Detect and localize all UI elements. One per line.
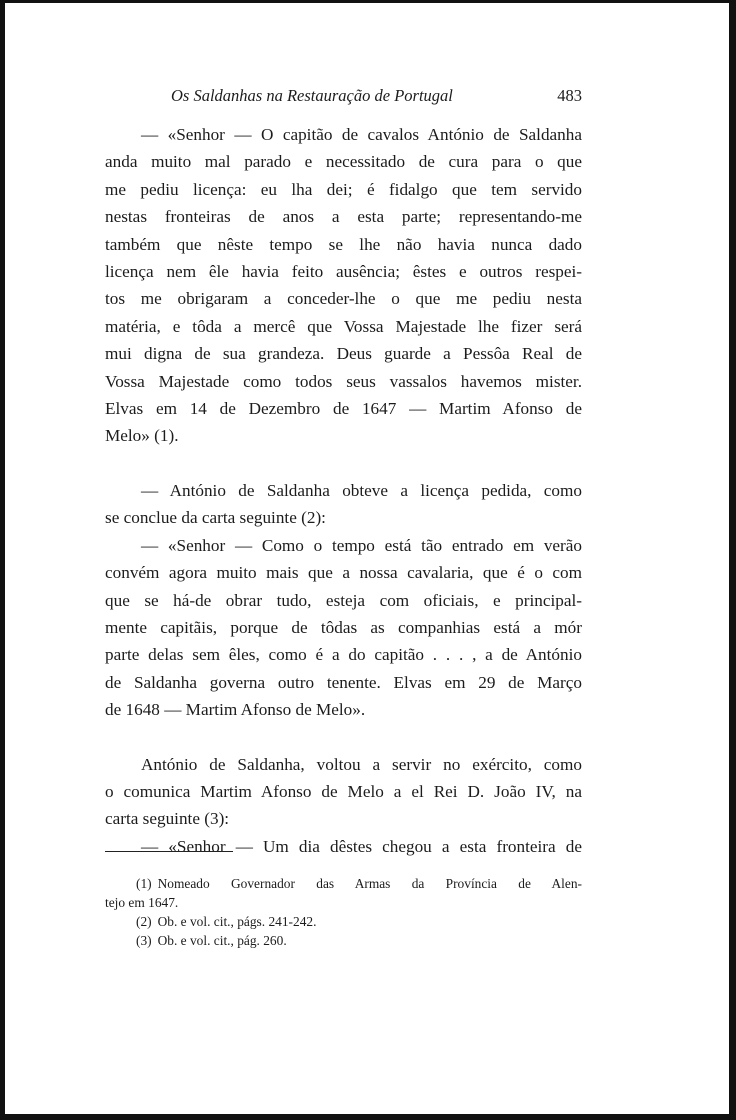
text-line: também que nêste tempo se lhe não havia nunca dado (105, 234, 582, 254)
paragraph-narrative-2 (105, 751, 582, 833)
text-line: licença nem êle havia feito ausência; êstes e outros respei- (105, 262, 582, 282)
footnote-text: Nomeado Governador das Armas da Província de Alen- (157, 876, 582, 891)
text-line: nestas fronteiras de anos a esta parte; representando-me (105, 207, 582, 227)
text-line: — António de Saldanha obteve a licença pedida, como (141, 480, 582, 500)
paragraph-letter-2 (105, 532, 582, 724)
text-line: — «Senhor — Como o tempo está tão entrado em verão (141, 535, 582, 555)
footnote-2 (105, 912, 582, 931)
book-page (105, 78, 582, 860)
footnote-marker: (2) (136, 914, 152, 929)
text-line: se conclue da carta seguinte (2): (105, 508, 326, 528)
running-title: Os Saldanhas na Restauração de Portugal (171, 86, 453, 105)
footnote-line (105, 931, 582, 950)
text-line: carta seguinte (3): (105, 809, 230, 829)
text-line: o comunica Martim Afonso de Melo a el Rei D. João IV, na (105, 781, 582, 801)
footnote-text: Ob. e vol. cit., pág. 260. (157, 933, 287, 948)
running-head (105, 78, 582, 108)
text-line: Elvas em 14 de Dezembro de 1647 — Martim Afonso de (105, 399, 582, 419)
paragraph-narrative-1 (105, 477, 582, 532)
text-line: mui digna de sua grandeza. Deus guarde a Pessôa Real de (105, 344, 582, 364)
body-text (105, 121, 582, 860)
text-line: de 1648 — Martim Afonso de Melo». (105, 700, 366, 720)
footnote-line (105, 912, 582, 931)
footnote-marker: (3) (136, 933, 152, 948)
footnote-line (105, 874, 582, 893)
text-line: tos me obrigaram a conceder-lhe o que me pediu nesta (105, 289, 582, 309)
text-line: mente capitãis, porque de tôdas as companhias está a mór (105, 617, 582, 637)
footnote-text: Ob. e vol. cit., págs. 241-242. (157, 914, 317, 929)
text-line: me pediu licença: eu lha dei; é fidalgo que tem servido (105, 179, 582, 199)
text-line: parte delas sem êles, como é a do capitão . . . , a de António (105, 645, 582, 665)
footnote-separator (105, 851, 233, 852)
text-line: de Saldanha governa outro tenente. Elvas em 29 de Março (105, 672, 582, 692)
text-line: Vossa Majestade como todos seus vassalos havemos mister. (105, 371, 582, 391)
paragraph-letter-3 (105, 833, 582, 860)
text-line: que se há-de obrar tudo, esteja com oficiais, e principal- (105, 590, 582, 610)
footnote-1 (105, 874, 582, 912)
footnotes (105, 874, 582, 950)
text-line: Melo» (1). (105, 426, 179, 446)
text-line: António de Saldanha, voltou a servir no exército, como (141, 754, 582, 774)
text-line: — «Senhor — O capitão de cavalos António de Saldanha (141, 125, 582, 144)
text-line: — «Senhor — Um dia dêstes chegou a esta fronteira de (141, 836, 582, 856)
footnote-line: tejo em 1647. (105, 895, 179, 910)
page-number: 483 (557, 86, 582, 105)
text-line: anda muito mal parado e necessitado de cura para o que (105, 152, 582, 172)
footnote-3 (105, 931, 582, 950)
text-line: convém agora muito mais que a nossa cavalaria, que é o com (105, 563, 582, 583)
footnote-marker: (1) (136, 876, 152, 891)
paragraph-letter-1 (105, 121, 582, 450)
text-line: matéria, e tôda a mercê que Vossa Majestade lhe fizer será (105, 316, 582, 336)
